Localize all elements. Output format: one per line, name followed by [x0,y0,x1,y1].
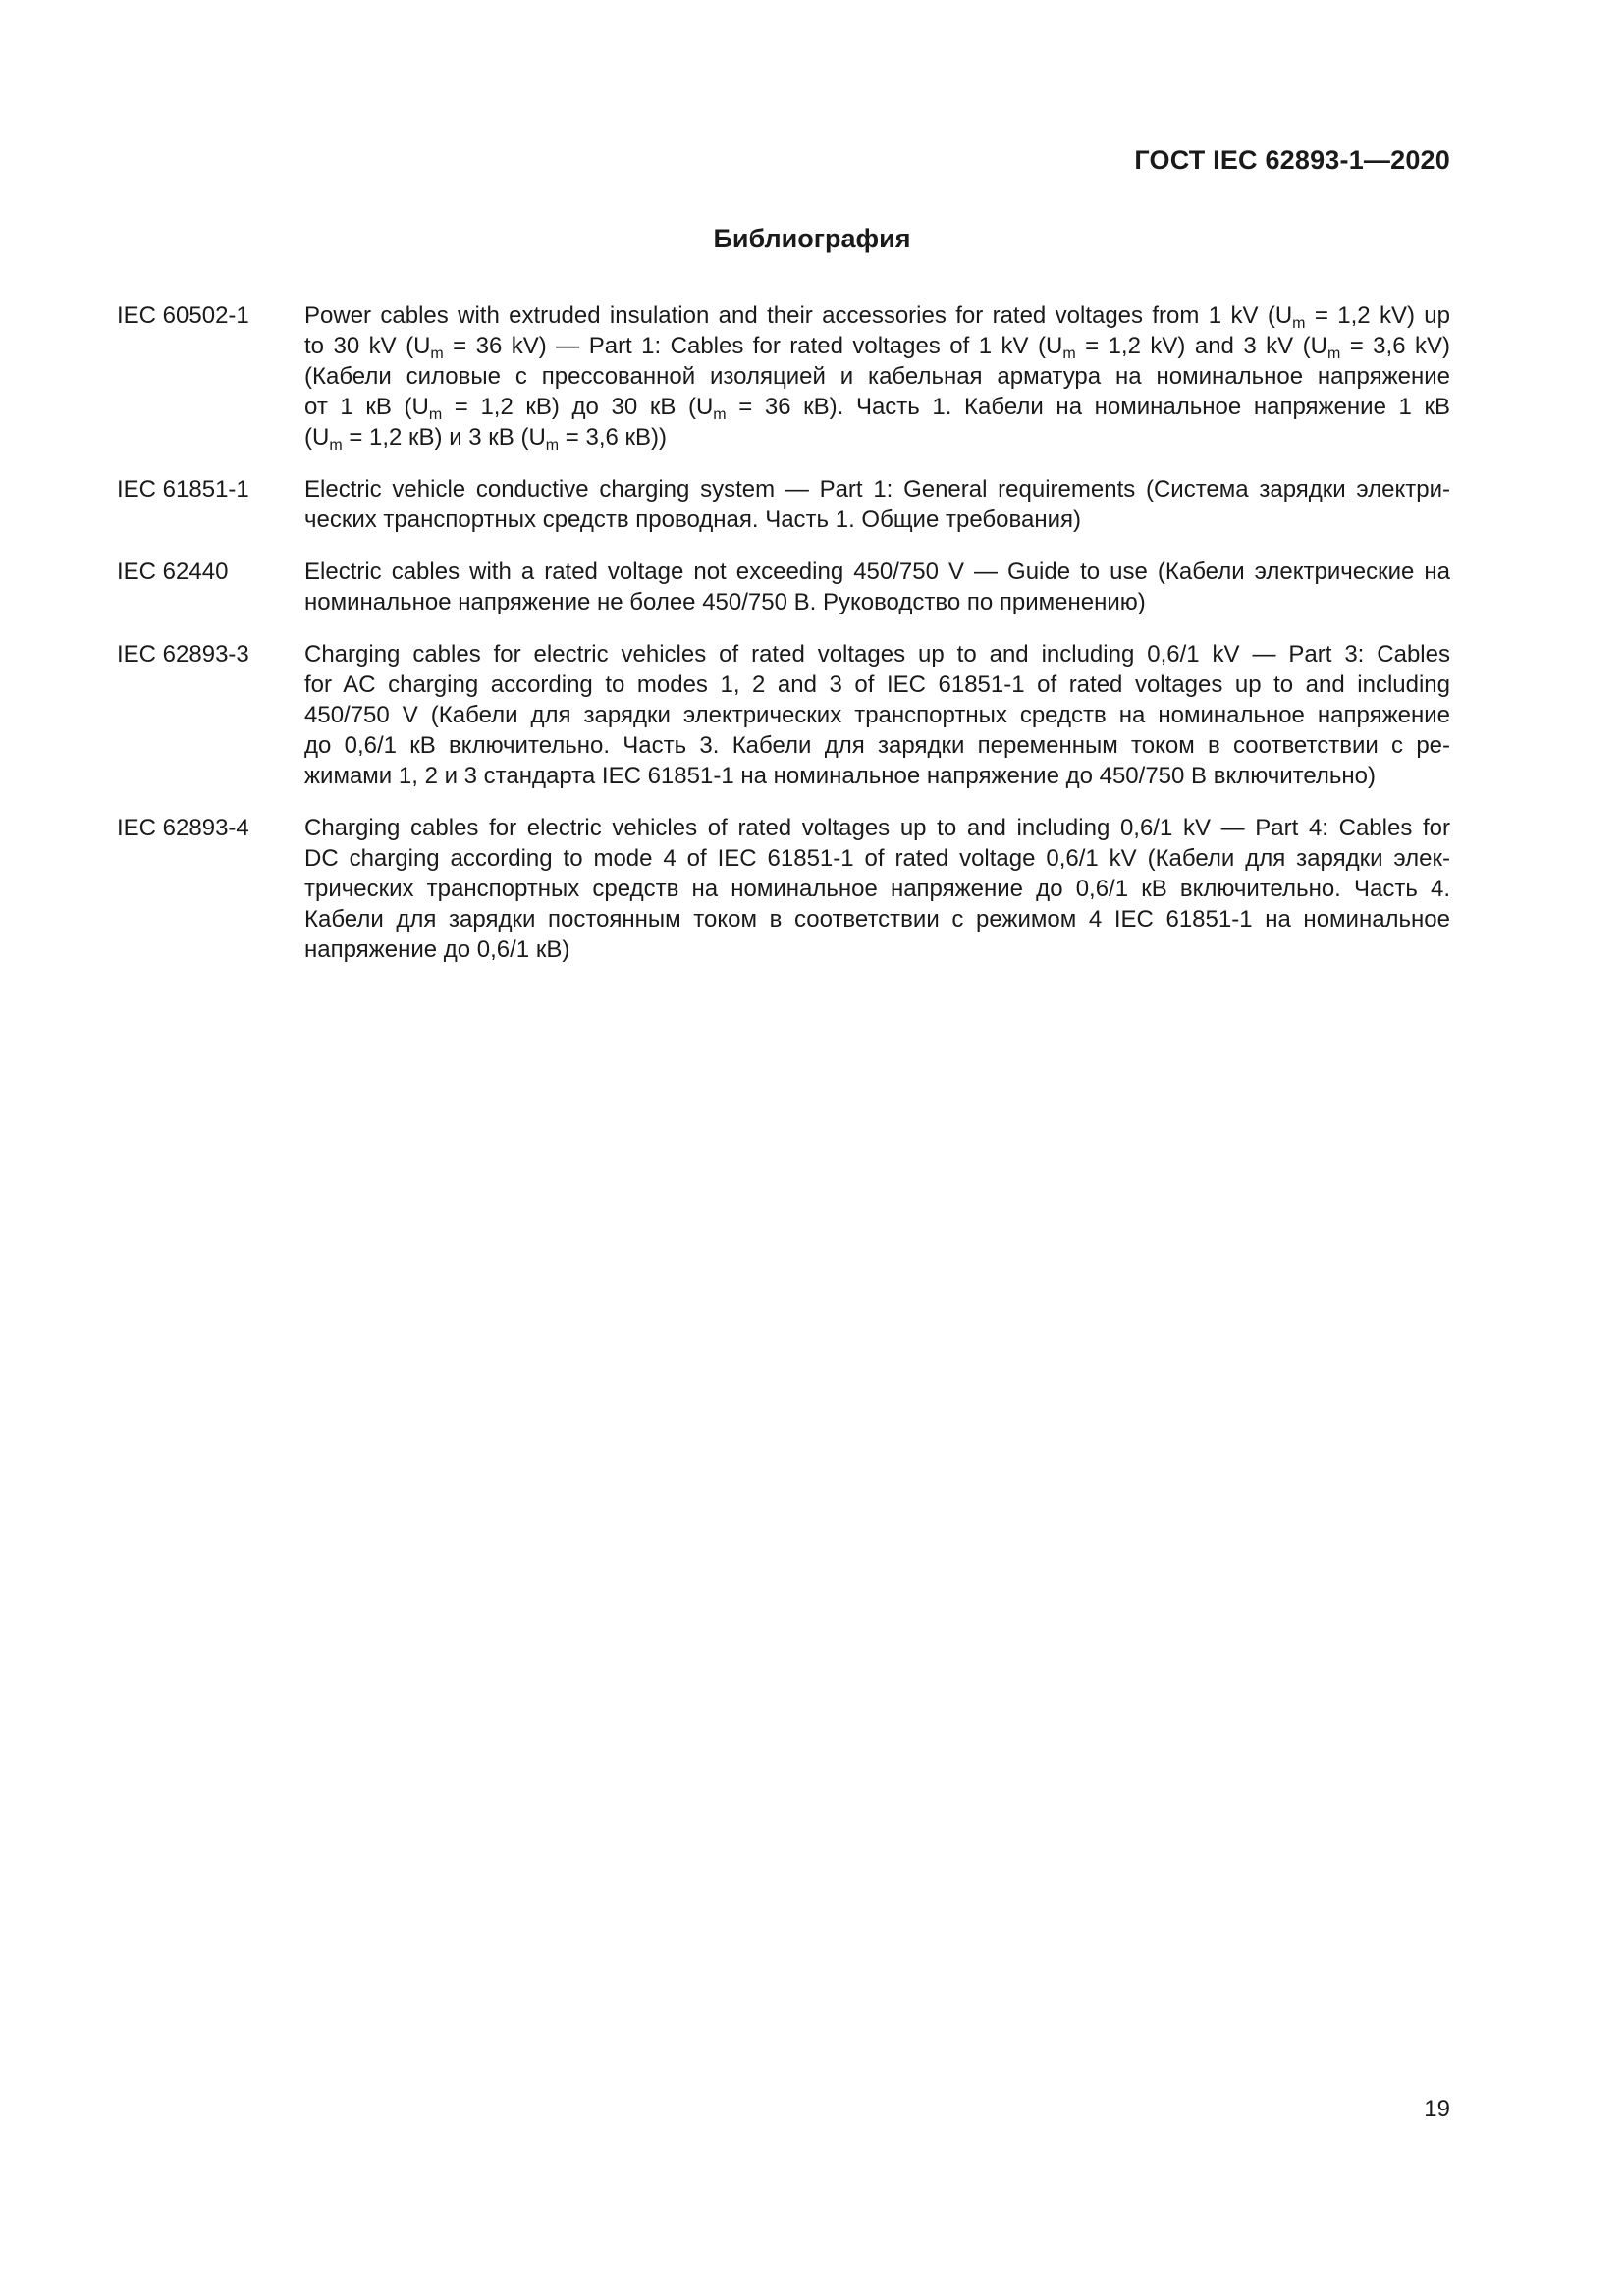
entry-code: IEC 61851-1 [117,476,249,503]
subscript-text: m [1062,346,1076,362]
bibliography-list [117,300,1450,987]
text-segment: напряжение до 0,6/1 кВ) [304,936,570,963]
text-segment: = 36 kV) — Part 1: Cables for rated voltages of 1 kV (U [443,333,1063,359]
entry-code: IEC 62893-4 [117,815,249,841]
text-segment: от 1 кВ (U [304,394,429,420]
document-number-header: ГОСТ IEC 62893-1—2020 [1134,145,1450,175]
entry-text-line [304,505,1450,535]
text-segment: DC charging according to mode 4 of IEC 61851-1 of rated voltage 0,6/1 kV (Кабели для зарядки элек- [304,845,1450,872]
text-segment: = 3,6 kV) [1340,333,1451,359]
entry-text-line [304,843,1450,874]
entry-text-line [304,700,1450,730]
subscript-text: m [713,406,727,423]
text-segment: ческих транспортных средств проводная. Часть 1. Общие требования) [304,507,1081,533]
entry-text-line [304,474,1450,505]
subscript-text: m [1292,315,1306,332]
entry-text-line [304,639,1450,669]
text-segment: (Кабели силовые с прессованной изоляцией и кабельная арматура на номинальное напряжение [304,363,1450,390]
entry-text-line [304,392,1450,422]
text-segment: = 1,2 kV) and 3 kV (U [1075,333,1327,359]
text-segment: = 1,2 кВ) до 30 кВ (U [442,394,714,420]
entry-text-line [304,761,1450,791]
text-segment: for AC charging according to modes 1, 2 and 3 of IEC 61851-1 of rated voltages up to and including [304,671,1450,698]
text-segment: номинальное напряжение не более 450/750 В. Руководство по применению) [304,589,1146,615]
text-segment: Power cables with extruded insulation and their accessories for rated voltages from 1 kV (U [304,302,1293,329]
subscript-text: m [430,346,444,362]
bibliography-entry [117,557,1450,617]
subscript-text: m [329,437,343,454]
text-segment: = 36 кВ). Часть 1. Кабели на номинальное напряжение 1 кВ [726,394,1451,420]
section-title: Библиография [713,224,911,253]
text-segment: 450/750 V (Кабели для зарядки электрических транспортных средств на номинальное напряжение [304,702,1450,728]
entry-text-line [304,904,1450,934]
entry-text-line [304,361,1450,392]
entry-description [304,557,1450,617]
text-segment: = 3,6 кВ)) [559,424,667,451]
entry-text-line [304,874,1450,904]
entry-text-line [304,300,1450,331]
text-segment: Electric vehicle conductive charging system — Part 1: General requirements (Система зарядки электри- [304,476,1450,503]
entry-text-line [304,934,1450,965]
entry-description [304,474,1450,535]
subscript-text: m [545,437,560,454]
subscript-text: m [1326,346,1341,362]
entry-code: IEC 60502-1 [117,302,249,329]
text-segment: to 30 kV (U [304,333,431,359]
page-number: 19 [1424,2096,1450,2122]
text-segment: = 1,2 кВ) и 3 кВ (U [342,424,546,451]
subscript-text: m [428,406,443,423]
entry-description [304,813,1450,965]
entry-text-line [304,813,1450,843]
entry-description [304,639,1450,791]
entry-text-line [304,422,1450,453]
text-segment: = 1,2 kV) up [1305,302,1450,329]
text-segment: Charging cables for electric vehicles of rated voltages up to and including 0,6/1 kV — Part 3: Cables [304,641,1450,667]
text-segment: трических транспортных средств на номинальное напряжение до 0,6/1 кВ включительно. Часть 4. [304,876,1450,902]
text-segment: жимами 1, 2 и 3 стандарта IEC 61851-1 на номинальное напряжение до 450/750 В включительно) [304,763,1376,789]
entry-text-line [304,730,1450,761]
text-segment: (U [304,424,330,451]
entry-text-line [304,331,1450,361]
entry-text-line [304,587,1450,617]
entry-code: IEC 62440 [117,559,229,585]
entry-text-line [304,669,1450,700]
entry-description [304,300,1450,453]
text-segment: Кабели для зарядки постоянным током в соответствии с режимом 4 IEC 61851-1 на номинальное [304,906,1450,933]
entry-code: IEC 62893-3 [117,641,249,667]
text-segment: Electric cables with a rated voltage not exceeding 450/750 V — Guide to use (Кабели электрические на [304,559,1450,585]
text-segment: Charging cables for electric vehicles of rated voltages up to and including 0,6/1 kV — Part 4: Cables for [304,815,1450,841]
bibliography-entry [117,474,1450,535]
bibliography-entry [117,813,1450,965]
bibliography-entry [117,300,1450,453]
text-segment: до 0,6/1 кВ включительно. Часть 3. Кабели для зарядки переменным током в соответствии с ре- [304,732,1450,759]
bibliography-entry [117,639,1450,791]
entry-text-line [304,557,1450,587]
